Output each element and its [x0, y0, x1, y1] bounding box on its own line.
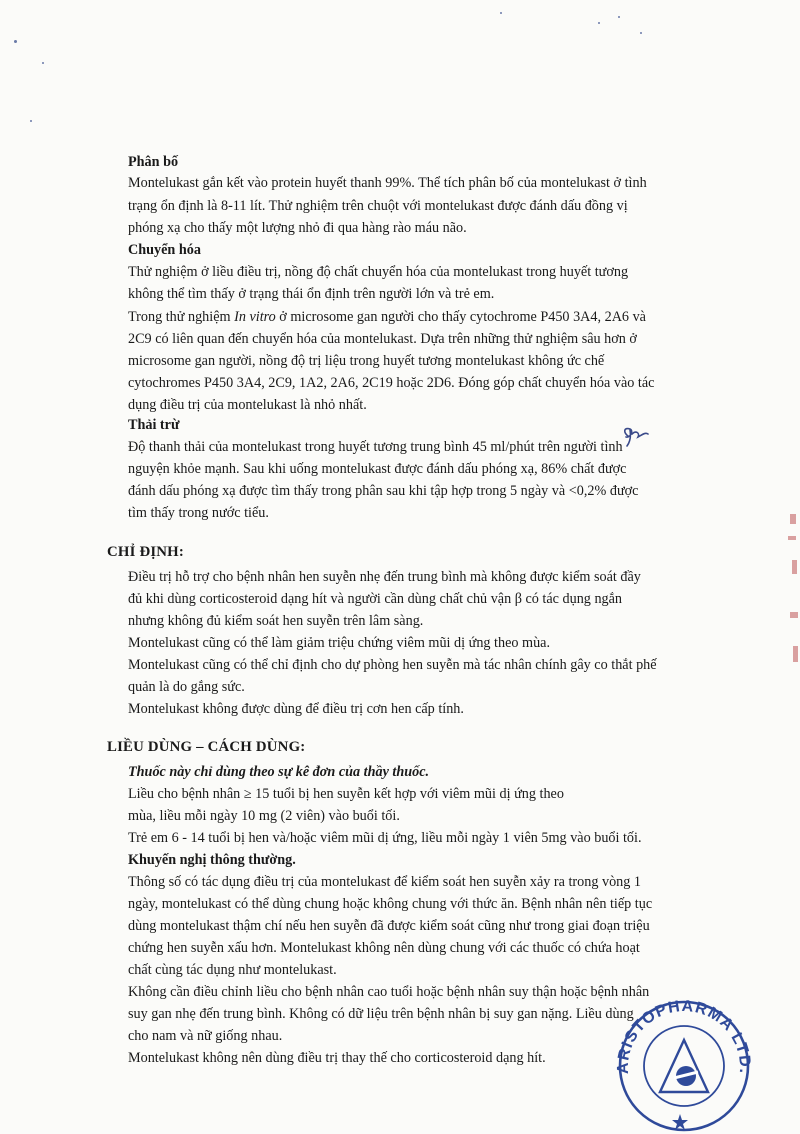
indications-line: đủ khi dùng corticosteroid dạng hít và người cần dùng chất chủ vận β có tác dụng ngắn — [128, 591, 623, 607]
dosage-line: mùa, liều mỗi ngày 10 mg (2 viên) vào buổi tối. — [128, 808, 400, 824]
indications-line: quản là do gắng sức. — [128, 679, 245, 695]
metabolism-line: Thử nghiệm ở liều điều trị, nồng độ chất chuyển hóa của montelukast trong huyết tương — [128, 264, 629, 280]
scan-speck — [14, 40, 17, 43]
indications-line: Điều trị hỗ trợ cho bệnh nhân hen suyễn nhẹ đến trung bình mà không được kiểm soát đầy — [128, 569, 641, 585]
dosage-line: Trẻ em 6 - 14 tuổi bị hen và/hoặc viêm mũi dị ứng, liều mỗi ngày 1 viên 5mg vào buổi tối. — [128, 830, 642, 846]
elimination-line: tìm thấy trong nước tiểu. — [128, 505, 269, 521]
handwritten-initial — [620, 424, 650, 448]
indications-heading: CHỈ ĐỊNH: — [107, 544, 185, 560]
dosage-line: Montelukast không nên dùng điều trị thay thế cho corticosteroid dạng hít. — [128, 1050, 546, 1066]
scan-speck — [640, 32, 642, 34]
scan-speck — [598, 22, 600, 24]
metabolism-invitro-line — [128, 306, 646, 328]
scan-speck — [42, 62, 44, 64]
invitro-pre: Trong thử nghiệm — [128, 309, 235, 325]
dosage-line: suy gan nhẹ đến trung bình. Không có dữ liệu trên bệnh nhân bị suy gan nặng. Liều dùng — [128, 1006, 634, 1022]
usual-recommendation-heading: Khuyến nghị thông thường. — [128, 852, 296, 868]
metabolism-line: microsome gan người, nồng độ trị liệu trong huyết tương montelukast không ức chế — [128, 353, 605, 369]
dosage-line: Không cần điều chỉnh liều cho bệnh nhân cao tuổi hoặc bệnh nhân suy thận hoặc bệnh nhân — [128, 984, 650, 1000]
dosage-line: chứng hen suyễn xấu hơn. Montelukast không nên dùng chung với các thuốc có chứa hoạt — [128, 940, 640, 956]
metabolism-line: cytochromes P450 3A4, 2C9, 1A2, 2A6, 2C19 hoặc 2D6. Đóng góp chất chuyển hóa vào tác — [128, 375, 655, 391]
invitro-post: ở microsome gan người cho thấy cytochrome P450 3A4, 2A6 và — [275, 309, 646, 325]
distribution-heading: Phân bố — [128, 154, 179, 170]
elimination-line: Độ thanh thải của montelukast trong huyết tương trung bình 45 ml/phút trên người tình — [128, 439, 623, 455]
invitro-italic: In vitro — [234, 309, 276, 325]
scan-speck — [618, 16, 620, 18]
dosage-line: cho nam và nữ giống nhau. — [128, 1028, 283, 1044]
metabolism-line: không thể tìm thấy ở trạng thái ổn định trên người lớn và trẻ em. — [128, 286, 495, 302]
dosage-line: Thông số có tác dụng điều trị của montelukast để kiểm soát hen suyễn xảy ra trong vòng 1 — [128, 874, 641, 890]
margin-mark — [788, 536, 796, 540]
margin-mark — [792, 560, 797, 574]
margin-mark — [790, 514, 796, 524]
prescription-note: Thuốc này chỉ dùng theo sự kê đơn của thầy thuốc. — [128, 764, 430, 780]
stamp-text: ARISTOPHARMA LTD. — [614, 997, 754, 1075]
elimination-heading: Thải trừ — [128, 417, 180, 433]
metabolism-line: dụng điều trị của montelukast là nhỏ nhất. — [128, 397, 367, 413]
indications-line: Montelukast không được dùng để điều trị cơn hen cấp tính. — [128, 701, 464, 717]
metabolism-line: 2C9 có liên quan đến chuyển hóa của montelukast. Dựa trên những thử nghiệm sâu hơn ở — [128, 331, 637, 347]
metabolism-heading: Chuyển hóa — [128, 242, 201, 258]
dosage-line: chất cùng tác dụng như montelukast. — [128, 962, 337, 978]
indications-line: nhưng không đủ kiểm soát hen suyễn trên lâm sàng. — [128, 613, 424, 629]
margin-mark — [790, 612, 798, 618]
scan-speck — [500, 12, 502, 14]
indications-line: Montelukast cũng có thể chỉ định cho dự phòng hen suyễn mà tác nhân chính gây co thắt phế — [128, 657, 657, 673]
dosage-heading: LIỀU DÙNG – CÁCH DÙNG: — [107, 739, 306, 755]
margin-mark — [793, 646, 798, 662]
indications-line: Montelukast cũng có thể làm giảm triệu chứng viêm mũi dị ứng theo mùa. — [128, 635, 551, 651]
distribution-line: Montelukast gắn kết vào protein huyết thanh 99%. Thể tích phân bố của montelukast ở tình — [128, 175, 647, 191]
dosage-line: Liều cho bệnh nhân ≥ 15 tuổi bị hen suyễn kết hợp với viêm mũi dị ứng theo — [128, 786, 564, 802]
elimination-line: nguyện khỏe mạnh. Sau khi uống montelukast được đánh dấu phóng xạ, 86% chất được — [128, 461, 627, 477]
elimination-line: đánh dấu phóng xạ được tìm thấy trong phân sau khi tập hợp trong 5 ngày và <0,2% được — [128, 483, 639, 499]
distribution-line: trạng ổn định là 8-11 lít. Thử nghiệm trên chuột với montelukast được đánh dấu đồng vị — [128, 198, 628, 214]
company-stamp — [614, 994, 754, 1134]
dosage-line: dùng montelukast thậm chí nếu hen suyễn đã được kiểm soát cũng như trong giai đoạn triệu — [128, 918, 650, 934]
svg-text:ARISTOPHARMA LTD. — [615, 998, 753, 1075]
scan-speck — [30, 120, 32, 122]
dosage-line: ngày, montelukast có thể dùng chung hoặc không chung với thức ăn. Bệnh nhân nên tiếp tục — [128, 896, 653, 912]
distribution-line: phóng xạ cho thấy một lượng nhỏ đi qua hàng rào máu não. — [128, 220, 467, 236]
